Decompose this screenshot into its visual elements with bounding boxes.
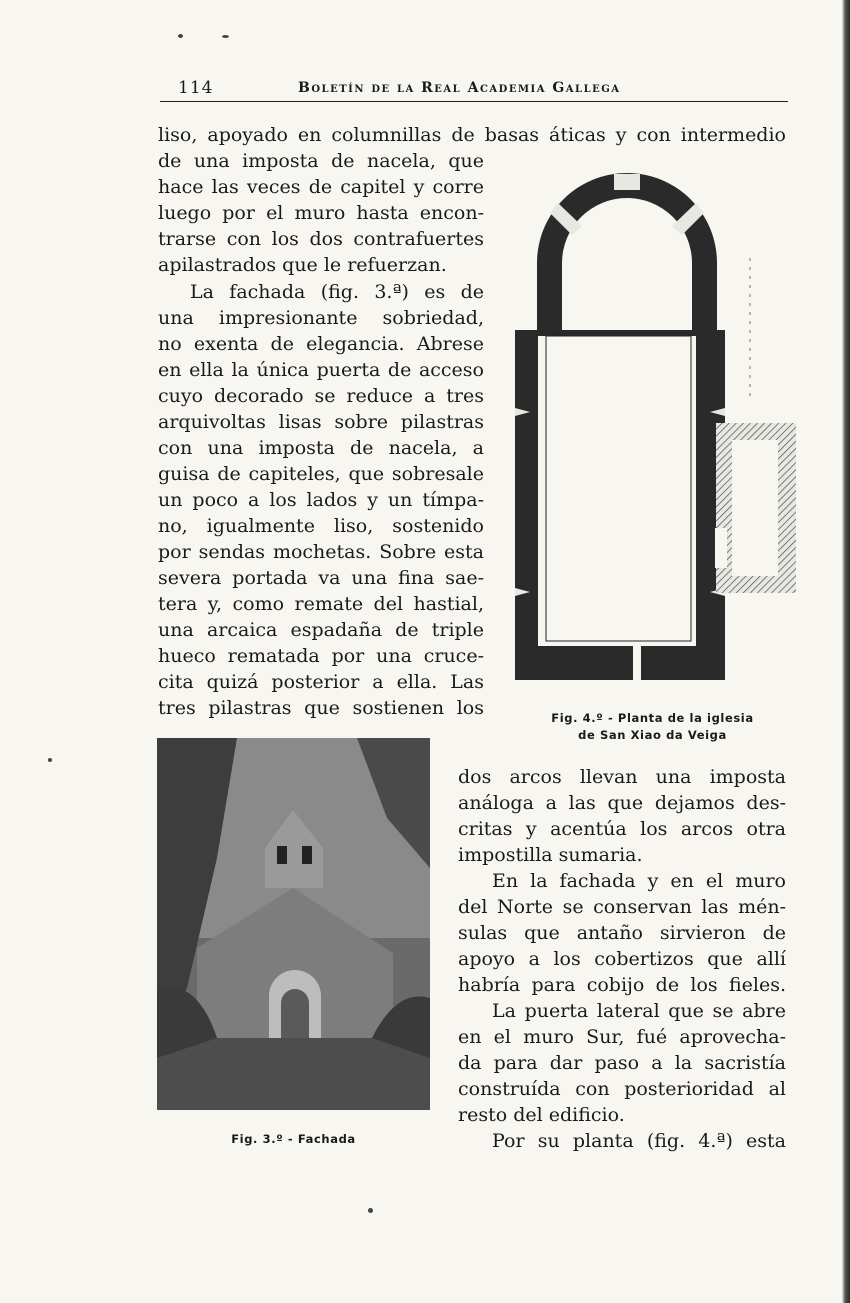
text-line: habría para cobijo de los fieles. xyxy=(458,974,786,996)
running-title: Boletín de la Real Academia Gallega xyxy=(298,80,621,96)
text-line: En la fachada y en el muro xyxy=(492,870,786,892)
plan-caption-line-2: de San Xiao da Veiga xyxy=(578,728,727,742)
text-line: del Norte se conservan las mén- xyxy=(458,896,786,918)
text-line: hueco rematada por una cruce- xyxy=(158,645,484,667)
text-line: no, igualmente liso, sostenido xyxy=(158,515,484,537)
page-header xyxy=(160,72,788,102)
text-line: en ella la única puerta de acceso xyxy=(158,359,484,381)
text-line: una impresionante sobriedad, xyxy=(158,307,484,329)
text-line: apilastrados que le refuerzan. xyxy=(158,254,447,276)
text-line: de una imposta de nacela, que xyxy=(158,150,484,172)
facade-photo-illustration xyxy=(157,738,430,1110)
text-line: en el muro Sur, fué aprovecha- xyxy=(458,1026,786,1048)
text-line: tera y, como remate del hastial, xyxy=(158,593,484,615)
facade-photo xyxy=(157,738,430,1110)
print-speck xyxy=(222,35,229,38)
photo-caption: Fig. 3.º - Fachada xyxy=(231,1132,356,1146)
text-line: guisa de capiteles, que sobresale xyxy=(158,463,484,485)
plan-caption-line-1: Fig. 4.º - Planta de la iglesia xyxy=(551,711,754,725)
text-line: arquivoltas lisas sobre pilastras xyxy=(158,411,484,433)
page-number: 114 xyxy=(178,78,214,98)
church-floor-plan xyxy=(510,168,800,713)
text-line: apoyo a los cobertizos que allí xyxy=(458,948,786,970)
text-line: da para dar paso a la sacristía xyxy=(458,1052,786,1074)
text-line: no exenta de elegancia. Abrese xyxy=(158,333,484,355)
print-speck xyxy=(178,34,183,38)
text-line: critas y acentúa los arcos otra xyxy=(458,818,786,840)
text-line: La fachada (fig. 3.ª) es de xyxy=(190,281,484,303)
text-line: cita quizá posterior a ella. Las xyxy=(158,671,484,693)
text-line: La puerta lateral que se abre xyxy=(492,1000,786,1022)
text-line: un poco a los lados y un tímpa- xyxy=(158,489,484,511)
text-line: tres pilastras que sostienen los xyxy=(158,697,484,719)
print-speck xyxy=(368,1208,373,1213)
text-line: por sendas mochetas. Sobre esta xyxy=(158,541,484,563)
text-line: severa portada va una fina sae- xyxy=(158,567,484,589)
print-speck xyxy=(48,758,52,762)
text-line: dos arcos llevan una imposta xyxy=(458,766,786,788)
text-line: sulas que antaño sirvieron de xyxy=(458,922,786,944)
text-line: trarse con los dos contrafuertes xyxy=(158,228,484,250)
text-line: Por su planta (fig. 4.ª) esta xyxy=(492,1130,786,1152)
header-rule xyxy=(160,101,788,102)
text-line: cuyo decorado se reduce a tres xyxy=(158,385,484,407)
text-line: análoga a las que dejamos des- xyxy=(458,792,786,814)
text-line: con una imposta de nacela, a xyxy=(158,437,484,459)
text-line: impostilla sumaria. xyxy=(458,844,643,866)
top-full-line: liso, apoyado en columnillas de basas áticas y con intermedio xyxy=(158,124,786,146)
text-line: una arcaica espadaña de triple xyxy=(158,619,484,641)
page-edge-shadow xyxy=(842,0,850,1303)
text-line: resto del edificio. xyxy=(458,1104,625,1126)
text-line: hace las veces de capitel y corre xyxy=(158,176,484,198)
text-line: luego por el muro hasta encon- xyxy=(158,202,484,224)
text-line: construída con posterioridad al xyxy=(458,1078,786,1100)
